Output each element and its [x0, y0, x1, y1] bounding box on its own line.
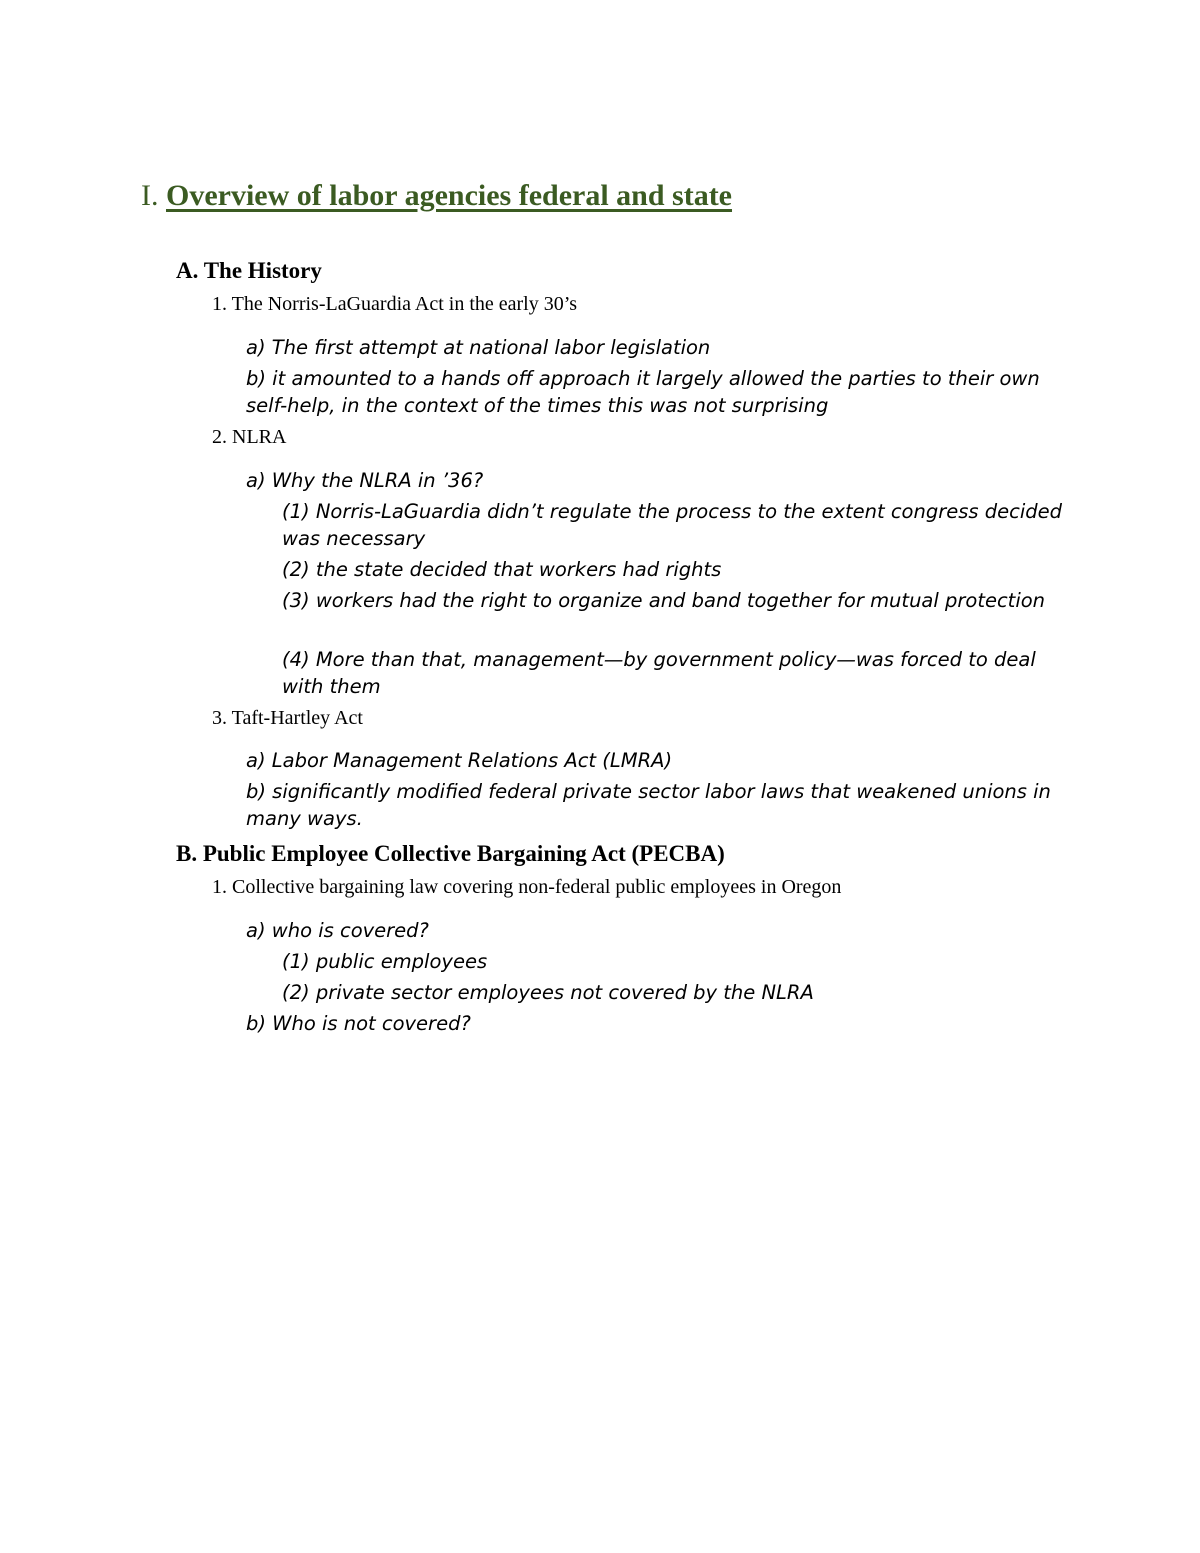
section-a-heading: A. The History — [176, 258, 322, 283]
list-item: (2) the state decided that workers had rights — [282, 558, 722, 581]
list-item: 1. The Norris-LaGuardia Act in the early 30’s — [212, 293, 578, 315]
list-item: 2. NLRA — [212, 426, 287, 448]
list-item: (2) private sector employees not covered by the NLRA — [282, 981, 814, 1004]
list-item: b) Who is not covered? — [246, 1012, 471, 1035]
section-b-heading: B. Public Employee Collective Bargaining Act (PECBA) — [176, 841, 725, 866]
list-item: 3. Taft-Hartley Act — [212, 707, 363, 729]
list-item: a) Why the NLRA in ’36? — [246, 469, 484, 492]
list-item: a) The first attempt at national labor legislation — [246, 336, 711, 359]
list-item: (3) workers had the right to organize and band together for mutual protection — [282, 589, 1046, 612]
list-item: b) significantly modified federal private sector labor laws that weakened unions in many ways. — [246, 780, 1051, 830]
title-text: Overview of labor agencies federal and state — [166, 179, 733, 212]
list-item: (1) public employees — [282, 950, 488, 973]
list-item: (4) More than that, management—by government policy—was forced to deal with them — [282, 648, 1036, 698]
page-title — [141, 178, 732, 214]
list-item: b) it amounted to a hands off approach it largely allowed the parties to their own self-help, in the context of the times this was not surprising — [246, 367, 1040, 417]
list-item: (1) Norris-LaGuardia didn’t regulate the process to the extent congress decided was necessary — [282, 500, 1063, 550]
list-item: a) Labor Management Relations Act (LMRA) — [246, 749, 673, 772]
title-numeral: I. — [141, 179, 159, 212]
list-item: a) who is covered? — [246, 919, 429, 942]
list-item: 1. Collective bargaining law covering non-federal public employees in Oregon — [212, 876, 842, 898]
